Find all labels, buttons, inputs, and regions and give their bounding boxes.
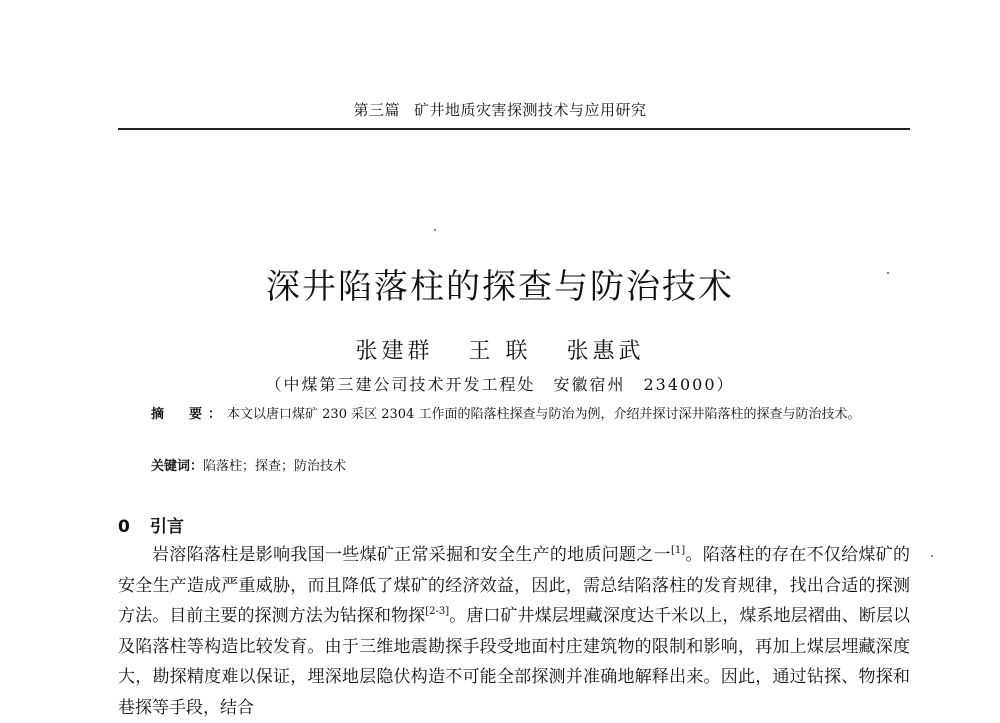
section-title: 引言 [150, 517, 184, 537]
author-affiliation: （中煤第三建公司技术开发工程处 安徽宿州 234000） [265, 375, 735, 394]
author-name: 王 联 [468, 339, 532, 364]
keywords-label: 关键词： [151, 459, 204, 474]
body-text-run: 。陷落柱的存在不仅给煤矿的安全生产造成严重威胁，而且降低了煤矿的经济效益，因此，需总结陷落柱的发育规律，找出合适的探测方法。目前主要的探测方法为钻探和物探 [118, 545, 911, 626]
keywords [151, 455, 346, 474]
abstract-label: 摘 要： [151, 407, 228, 422]
section-number: 0 [118, 517, 130, 537]
body-text-run: 。唐口矿井煤层埋藏深度达千米以上，煤系地层褶曲、断层以及陷落柱等构造比较发育。由于三维地震勘探手段受地面村庄建筑物的限制和影响，再加上煤层埋藏深度大，勘探精度难以保证，埋深地层隐伏构造不可能全部探测并准确地解释出来。因此，通过钻探、物探和巷探等手段，结合 [118, 606, 911, 718]
running-header-topic: 矿井地质灾害探测技术与应用研究 [414, 101, 647, 119]
author-name: 张惠武 [566, 339, 645, 364]
body-text-run: 岩溶陷落柱是影响我国一些煤矿正常采掘和安全生产的地质问题之一 [152, 545, 671, 565]
body-paragraph [118, 540, 910, 723]
author-list [0, 334, 1000, 365]
keywords-text: 陷落柱；探查；防治技术 [203, 459, 347, 474]
article-title: 深井陷落柱的探查与防治技术 [266, 267, 734, 307]
running-header-part: 第三篇 [353, 101, 400, 119]
scan-speck [931, 555, 933, 557]
abstract [118, 400, 910, 429]
author-name: 张建群 [355, 339, 434, 364]
citation-ref[interactable]: [1] [670, 545, 686, 556]
running-header [0, 99, 1000, 120]
scan-speck [434, 229, 436, 231]
citation-ref[interactable]: [2-3] [425, 606, 450, 617]
section-heading [118, 512, 184, 537]
header-rule [118, 128, 910, 130]
abstract-text: 本文以唐口煤矿 230 采区 2304 工作面的陷落柱探查与防治为例，介绍并探讨深井陷落柱的探查与防治技术。 [227, 407, 861, 422]
